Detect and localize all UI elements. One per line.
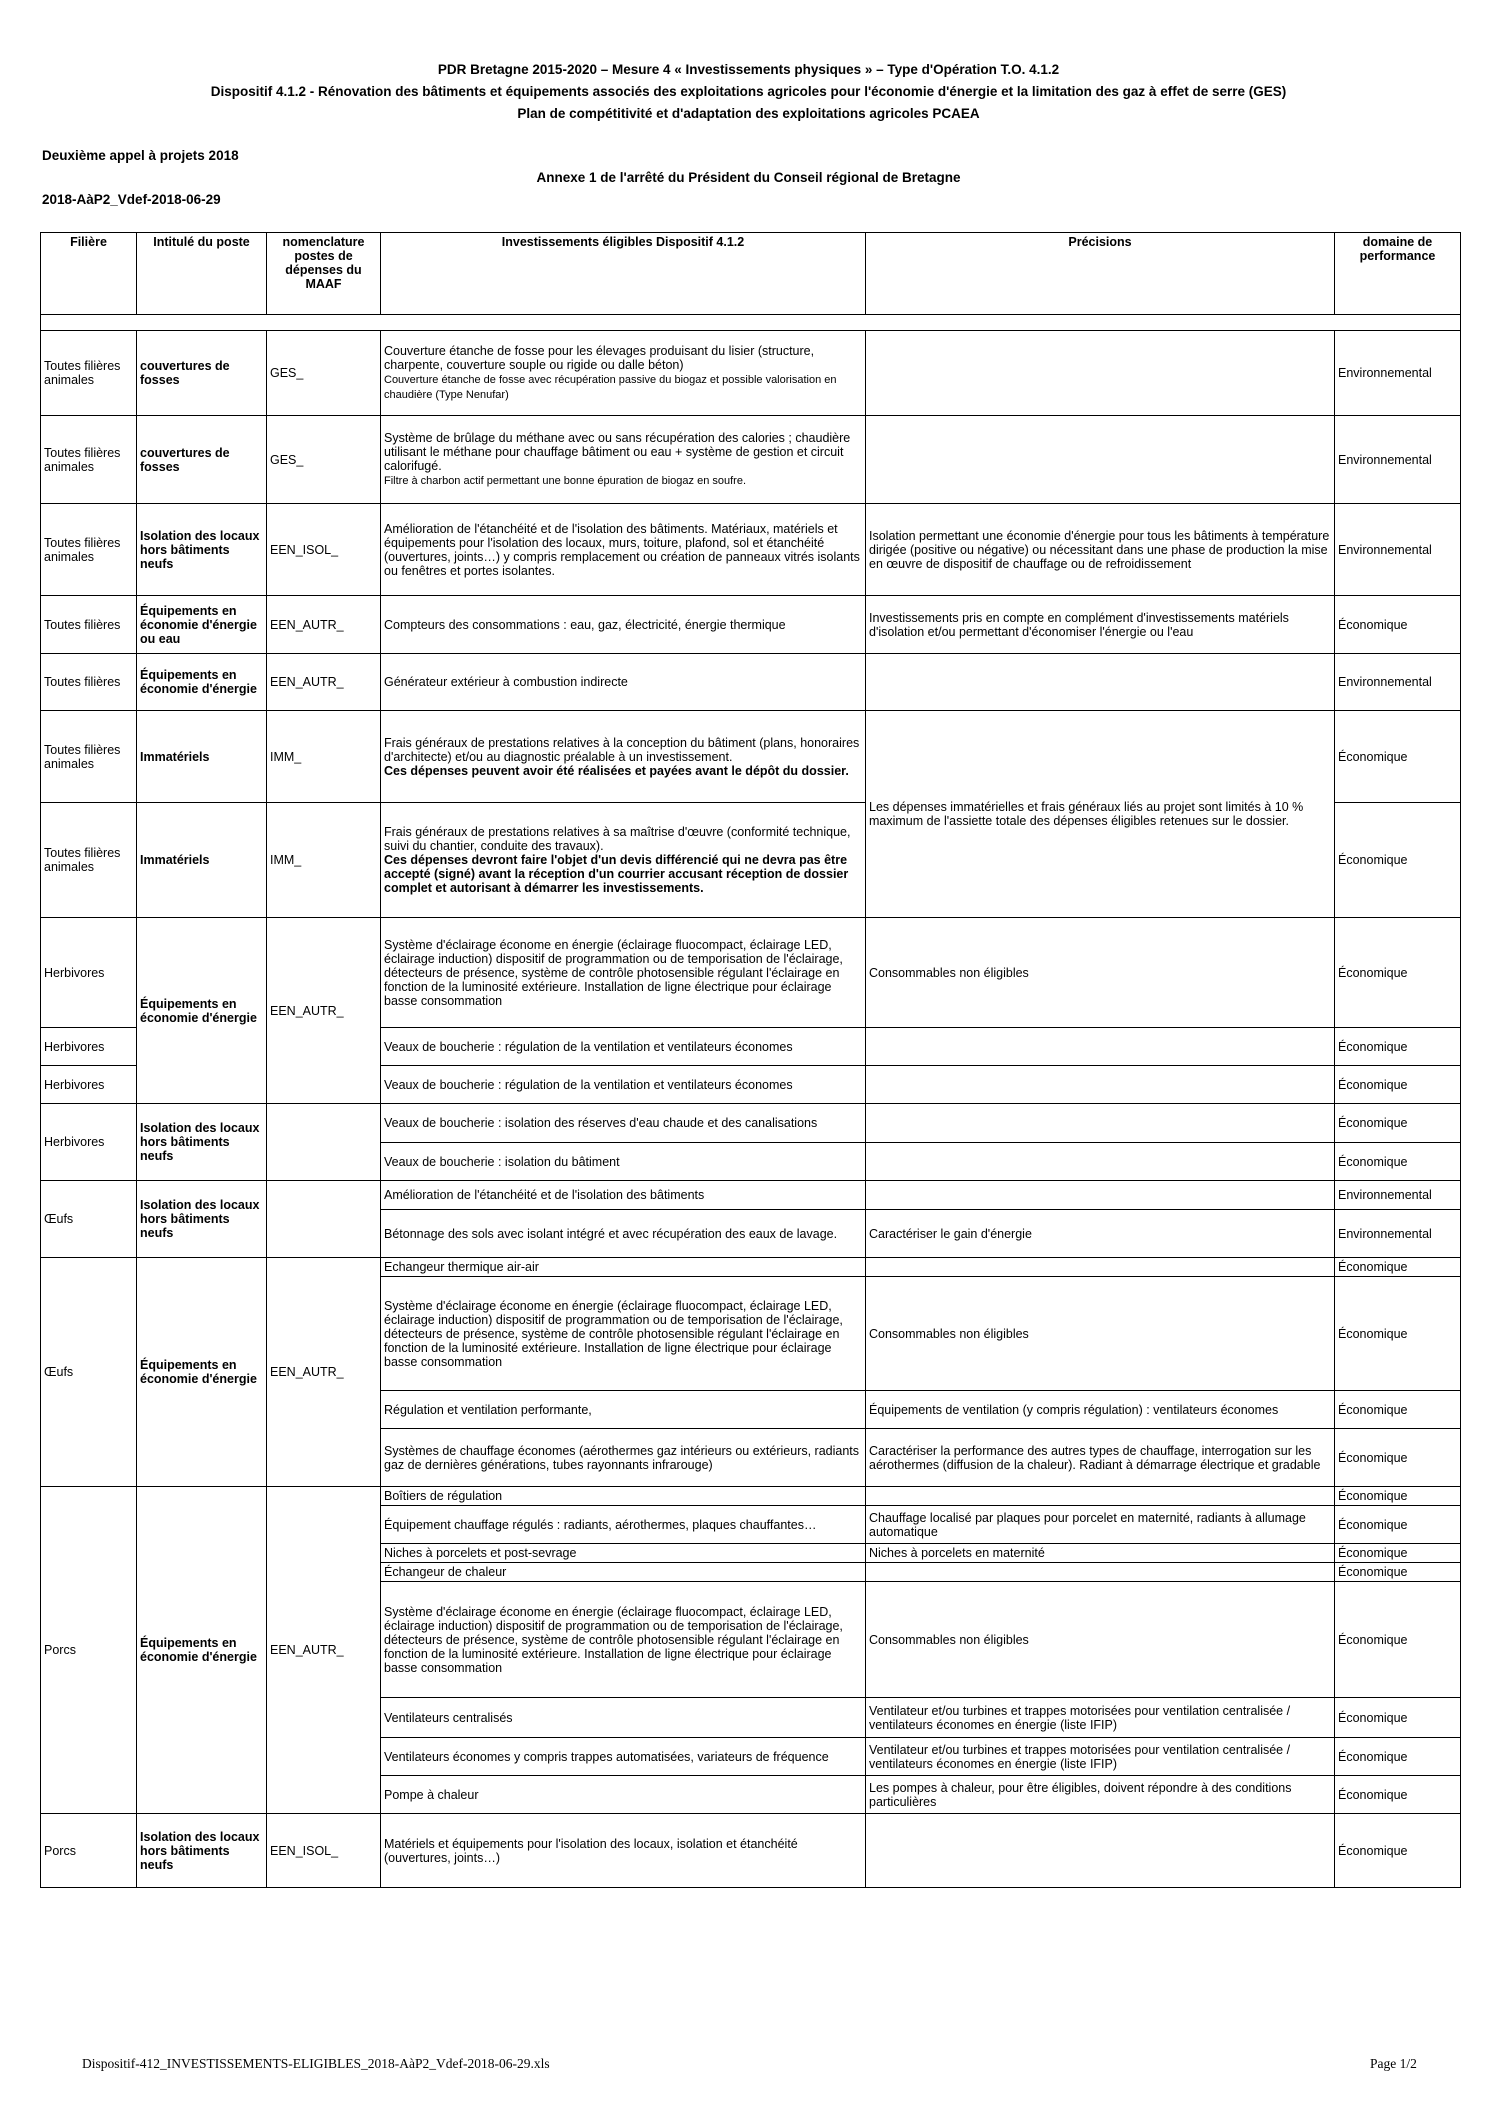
table-row: Système d'éclairage économe en énergie (éclairage fluocompact, éclairage LED, éclairage induction) dispositif de programmation ou de temporisation de l'éclairage, détecteurs de présence, système de contrôle photosensible régulant l'éclairage en fonction de la luminosité extérieure. Installation de ligne électrique pour éclairage basse consommation Consommables non éligibles Économique (41, 1277, 1461, 1391)
eligible-investments-table (40, 232, 1461, 1888)
appel-label: Deuxième appel à projets 2018 (42, 148, 239, 163)
table-row: Toutes filières animales Immatériels IMM_ Frais généraux de prestations relatives à sa maîtrise d'œuvre (conformité technique, suivi du chantier, conduite des travaux). Ces dépenses devront faire l'objet d'un devis différencié qui ne devra pas être accepté (signé) avant la réception d'un courrier accusant réception de dossier complet et autorisant à démarrer les investissements. Économique (41, 803, 1461, 918)
table-row: Herbivores Veaux de boucherie : régulation de la ventilation et ventilateurs économes Économique (41, 1066, 1461, 1104)
table-row: Œufs Équipements en économie d'énergie EEN_AUTR_ Echangeur thermique air-air Économique (41, 1258, 1461, 1277)
col-header-filiere: Filière (41, 233, 137, 315)
table-row: Herbivores Isolation des locaux hors bâtiments neufs Veaux de boucherie : isolation des réserves d'eau chaude et des canalisations Économique (41, 1104, 1461, 1143)
table-row: Œufs Isolation des locaux hors bâtiments neufs Amélioration de l'étanchéité et de l'isolation des bâtiments Environnemental (41, 1181, 1461, 1210)
table-row: Toutes filières animales couvertures de fosses GES_ Couverture étanche de fosse pour les élevages produisant du lisier (structure, charpente, couverture souple ou rigide ou dalle béton) Couverture étanche de fosse avec récupération passive du biogaz et possible valorisation en chaudière (Type Nenufar) Environnemental (41, 331, 1461, 416)
annexe-label: Annexe 1 de l'arrêté du Président du Conseil régional de Bretagne (536, 170, 961, 185)
col-header-investissements: Investissements éligibles Dispositif 4.1.2 (381, 233, 866, 315)
table-row: Herbivores Équipements en économie d'énergie EEN_AUTR_ Système d'éclairage économe en énergie (éclairage fluocompact, éclairage LED, éclairage induction) dispositif de programmation ou de temporisation de l'éclairage, détecteurs de présence, système de contrôle photosensible régulant l'éclairage en fonction de la luminosité extérieure. Installation de ligne électrique pour éclairage basse consommation Consommables non éligibles Économique (41, 918, 1461, 1028)
table-row: Ventilateurs économes y compris trappes automatisées, variateurs de fréquence Ventilateur et/ou turbines et trappes motorisées pour ventilation centralisée / ventilateurs économes en énergie (liste IFIP) Économique (41, 1738, 1461, 1776)
spacer-row (41, 315, 1461, 331)
doc-title-line1: PDR Bretagne 2015-2020 – Mesure 4 « Investissements physiques » – Type d'Opération T.O. 4.1.2 (437, 62, 1060, 77)
table-row: Système d'éclairage économe en énergie (éclairage fluocompact, éclairage LED, éclairage induction) dispositif de programmation ou de temporisation de l'éclairage, détecteurs de présence, système de contrôle photosensible régulant l'éclairage en fonction de la luminosité extérieure. Installation de ligne électrique pour éclairage basse consommation Consommables non éligibles Économique (41, 1582, 1461, 1698)
table-row: Veaux de boucherie : isolation du bâtiment Économique (41, 1143, 1461, 1181)
table-row: Régulation et ventilation performante, Équipements de ventilation (y compris régulation) : ventilateurs économes Économique (41, 1391, 1461, 1429)
table-row: Toutes filières animales couvertures de fosses GES_ Système de brûlage du méthane avec ou sans récupération des calories ; chaudière utilisant le méthane pour chauffage bâtiment ou eau + système de gestion et circuit calorifugé. Filtre à charbon actif permettant une bonne épuration de biogaz en soufre. Environnemental (41, 416, 1461, 504)
table-header-row (41, 233, 1461, 315)
table-row: Équipement chauffage régulés : radiants, aérothermes, plaques chauffantes… Chauffage localisé par plaques pour porcelet en maternité, radiants à allumage automatique Économique (41, 1506, 1461, 1544)
table-row: Systèmes de chauffage économes (aérothermes gaz intérieurs ou extérieurs, radiants gaz de dernières générations, tubes rayonnants infrarouge) Caractériser la performance des autres types de chauffage, interrogation sur les aérothermes (diffusion de la chaleur). Radiant à démarrage électrique et gradable Économique (41, 1429, 1461, 1487)
table-row: Bétonnage des sols avec isolant intégré et avec récupération des eaux de lavage. Caractériser le gain d'énergie Environnemental (41, 1210, 1461, 1258)
doc-title-line3: Plan de compétitivité et d'adaptation des exploitations agricoles PCAEA (517, 106, 980, 121)
table-row: Niches à porcelets et post-sevrage Niches à porcelets en maternité Économique (41, 1544, 1461, 1563)
col-header-precisions: Précisions (866, 233, 1335, 315)
table-row: Échangeur de chaleur Économique (41, 1563, 1461, 1582)
table-row: Toutes filières Équipements en économie d'énergie EEN_AUTR_ Générateur extérieur à combustion indirecte Environnemental (41, 654, 1461, 711)
table-row: Porcs Équipements en économie d'énergie EEN_AUTR_ Boîtiers de régulation Économique (41, 1487, 1461, 1506)
col-header-domaine: domaine de performance (1335, 233, 1461, 315)
table-row: Porcs Isolation des locaux hors bâtiments neufs EEN_ISOL_ Matériels et équipements pour l'isolation des locaux, isolation et étanchéité (ouvertures, joints…) Économique (41, 1814, 1461, 1888)
footer-page-number: Page 1/2 (1370, 2056, 1417, 2071)
table-row: Toutes filières animales Immatériels IMM_ Frais généraux de prestations relatives à la conception du bâtiment (plans, honoraires d'architecte) et/ou au diagnostic préalable à un investissement. Ces dépenses peuvent avoir été réalisées et payées avant le dépôt du dossier. Les dépenses immatérielles et frais généraux liés au projet sont limités à 10 % maximum de l'assiette totale des dépenses éligibles retenues sur le dossier. Économique (41, 711, 1461, 803)
table-row: Toutes filières animales Isolation des locaux hors bâtiments neufs EEN_ISOL_ Amélioration de l'étanchéité et de l'isolation des bâtiments. Matériaux, matériels et équipements pour l'isolation des locaux, murs, toiture, plafond, sol et étanchéité (ouvertures, joints…) y compris remplacement ou création de panneaux vitrés isolants ou fenêtres et portes isolantes. Isolation permettant une économie d'énergie pour tous les bâtiments à température dirigée (positive ou négative) ou nécessitant dans une phase de production la mise en œuvre de dispositif de chauffage ou de refroidissement Environnemental (41, 504, 1461, 596)
table-row: Ventilateurs centralisés Ventilateur et/ou turbines et trappes motorisées pour ventilation centralisée / ventilateurs économes en énergie (liste IFIP) Économique (41, 1698, 1461, 1738)
table-row: Toutes filières Équipements en économie d'énergie ou eau EEN_AUTR_ Compteurs des consommations : eau, gaz, électricité, énergie thermique Investissements pris en compte en complément d'investissements matériels d'isolation et/ou permettant d'économiser l'énergie ou l'eau Économique (41, 596, 1461, 654)
footer-filename: Dispositif-412_INVESTISSEMENTS-ELIGIBLES_2018-AàP2_Vdef-2018-06-29.xls (82, 2056, 550, 2071)
col-header-poste: Intitulé du poste (137, 233, 267, 315)
table-row: Pompe à chaleur Les pompes à chaleur, pour être éligibles, doivent répondre à des conditions particulières Économique (41, 1776, 1461, 1814)
table-row: Herbivores Veaux de boucherie : régulation de la ventilation et ventilateurs économes Économique (41, 1028, 1461, 1066)
col-header-nomenclature: nomenclature postes de dépenses du MAAF (267, 233, 381, 315)
doc-title-line2: Dispositif 4.1.2 - Rénovation des bâtiments et équipements associés des exploitations agricoles pour l'économie d'énergie et la limitation des gaz à effet de serre (GES) (210, 84, 1287, 99)
reference-label: 2018-AàP2_Vdef-2018-06-29 (42, 192, 221, 207)
